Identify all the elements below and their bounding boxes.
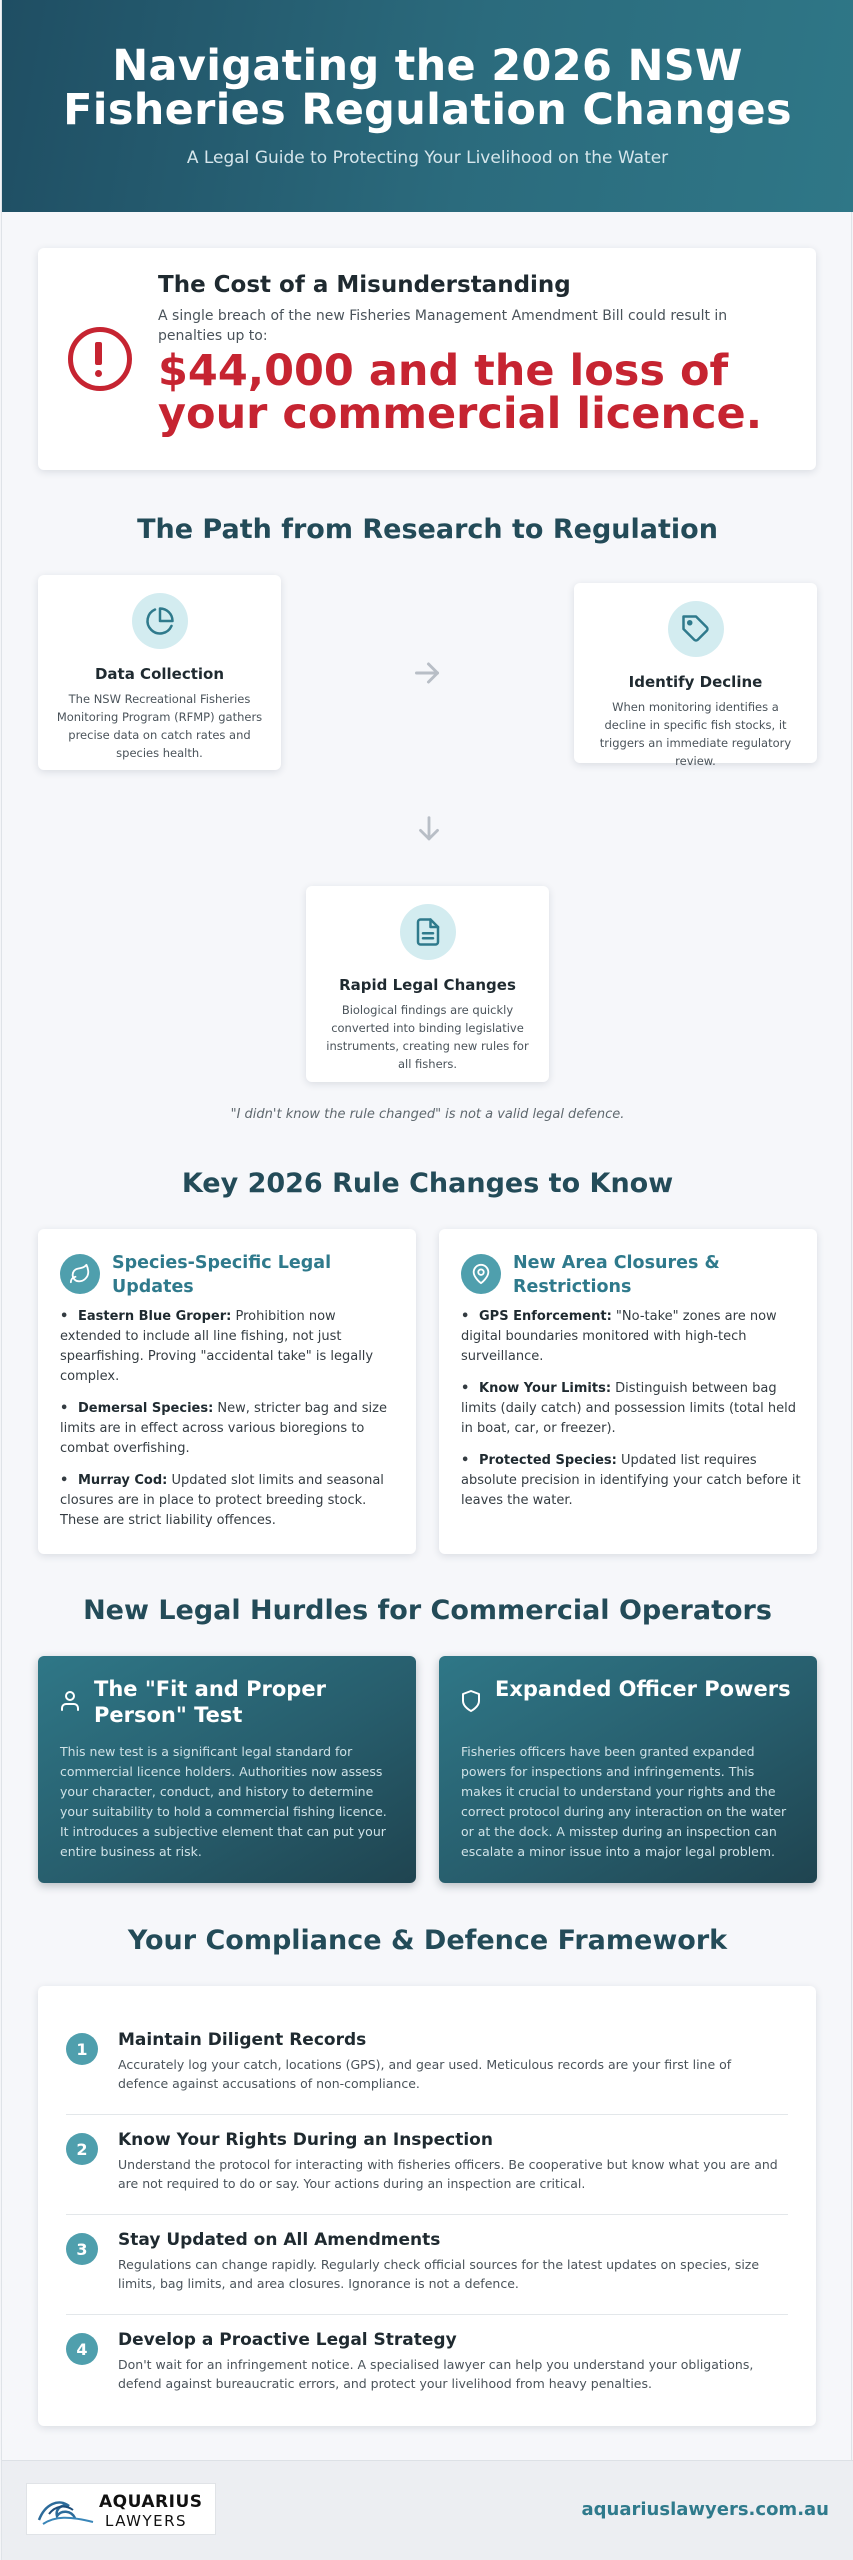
step-number-badge: 1 [66,2033,98,2065]
pie-chart-icon [132,593,188,649]
cost-card [38,248,816,470]
area-closures-card [439,1229,817,1554]
hurdle-title: The "Fit and Proper Person" Test [94,1677,326,1727]
step-title: Identify Decline [628,673,763,691]
rule-card-title: New Area Closures & Restrictions [513,1253,720,1297]
footer [2,2460,853,2560]
leaf-icon [60,1254,100,1294]
logo-text-secondary: LAWYERS [105,2512,188,2530]
framework-item-title: Stay Updated on All Amendments [118,2230,441,2250]
step-text: Biological findings are quickly converted into binding legislative instruments, creating new rules for all fishers. [326,1003,529,1071]
cost-intro: A single breach of the new Fisheries Management Amendment Bill could result in penalties up to: [158,308,728,344]
penalty-amount: $44,000 and the loss of your commercial licence. [158,346,763,439]
framework-item-title: Develop a Proactive Legal Strategy [118,2330,457,2350]
hero-banner [2,0,853,212]
aquarius-lawyers-logo[interactable] [26,2483,216,2535]
framework-item-title: Maintain Diligent Records [118,2030,367,2050]
arrow-down-icon [412,812,446,846]
hurdle-text: Fisheries officers have been granted expanded powers for inspections and infringements. This makes it crucial to understand your rights and the correct protocol during any interaction on the water or at the dock. A misstep during an inspection can escalate a minor issue into a major legal problem. [461,1744,787,1859]
rule-list [60,1307,400,1543]
step-title: Data Collection [94,665,225,683]
rule-list [461,1307,801,1523]
map-pin-icon [461,1254,501,1294]
divider [66,2214,788,2215]
infographic-page [1,0,852,2560]
framework-item-text: Regulations can change rapidly. Regularly check official sources for the latest updates on species, size limits, bag limits, and area closures. Ignorance is not a defence. [118,2257,760,2291]
list-item: • Protected Species: Updated list requires absolute precision in identifying your catch before it leaves the water. [461,1453,801,1508]
tag-icon [668,601,724,657]
list-item: • Know Your Limits: Distinguish between bag limits (daily catch) and possession limits (total held in boat, car, or freezer). [461,1381,796,1436]
alert-circle-icon [68,327,132,391]
list-item: • GPS Enforcement: "No-take" zones are now digital boundaries monitored with high-tech surveillance. [461,1309,777,1364]
step-number-badge: 3 [66,2233,98,2265]
hurdles-section-title: New Legal Hurdles for Commercial Operators [83,1595,772,1626]
step-text: When monitoring identifies a decline in specific fish stocks, it triggers an immediate regulatory review. [599,700,792,768]
framework-item-text: Understand the protocol for interacting with fisheries officers. Be cooperative but know what you are and are not required to do or say. Your actions during an inspection are critical. [118,2157,778,2191]
step-text: The NSW Recreational Fisheries Monitoring Program (RFMP) gathers precise data on catch rates and species health. [56,692,263,760]
step-card-rapid-legal-changes [306,886,549,1082]
document-icon [400,904,456,960]
framework-item-title: Know Your Rights During an Inspection [118,2130,493,2150]
step-card-identify-decline [574,583,817,768]
step-number-badge: 2 [66,2133,98,2165]
step-number-badge: 4 [66,2333,98,2365]
framework-card [38,1986,816,2426]
divider [66,2114,788,2115]
list-item: • Eastern Blue Groper: Prohibition now extended to include all line fishing, not just spearfishing. Proving "accidental take" is legally complex. [60,1309,374,1384]
step-card-data-collection [38,575,281,770]
path-section-title: The Path from Research to Regulation [137,514,718,545]
framework-item-text: Don't wait for an infringement notice. A specialised lawyer can help you understand your obligations, defend against bureaucratic errors, and protect your livelihood from heavy penalties. [118,2357,754,2391]
page-subtitle: A Legal Guide to Protecting Your Livelihood on the Water [186,148,669,168]
hurdle-title: Expanded Officer Powers [495,1677,791,1701]
list-item: • Murray Cod: Updated slot limits and seasonal closures are in place to protect breeding stock. These are strict liability offences. [60,1473,384,1528]
officer-powers-card [439,1656,817,1883]
shield-icon [459,1689,483,1713]
wave-logo-icon [35,2490,97,2530]
page-title: Navigating the 2026 NSW Fisheries Regulation Changes [63,41,792,135]
rule-card-title: Species-Specific Legal Updates [112,1253,332,1297]
legal-defence-quote: "I didn't know the rule changed" is not a valid legal defence. [230,1107,625,1122]
logo-text-primary: AQUARIUS [99,2492,203,2512]
website-link[interactable]: aquariuslawyers.com.au [581,2499,829,2520]
rules-section-title: Key 2026 Rule Changes to Know [181,1168,674,1199]
species-updates-card [38,1229,416,1554]
framework-section-title: Your Compliance & Defence Framework [127,1925,728,1956]
cost-title: The Cost of a Misunderstanding [158,272,571,298]
hurdle-text: This new test is a significant legal standard for commercial licence holders. Authorities now assess your character, conduct, and history to determine your suitability to hold a commercial fishing licence. It introduces a subjective element that can put your entire business at risk. [60,1744,387,1859]
divider [66,2314,788,2315]
user-icon [58,1689,82,1713]
list-item: • Demersal Species: New, stricter bag and size limits are in effect across various bioregions to combat overfishing. [60,1401,387,1456]
step-title: Rapid Legal Changes [339,976,516,994]
fit-proper-person-card [38,1656,416,1883]
arrow-right-icon [409,655,445,691]
framework-item-text: Accurately log your catch, locations (GPS), and gear used. Meticulous records are your first line of defence against accusations of non-compliance. [118,2057,732,2091]
